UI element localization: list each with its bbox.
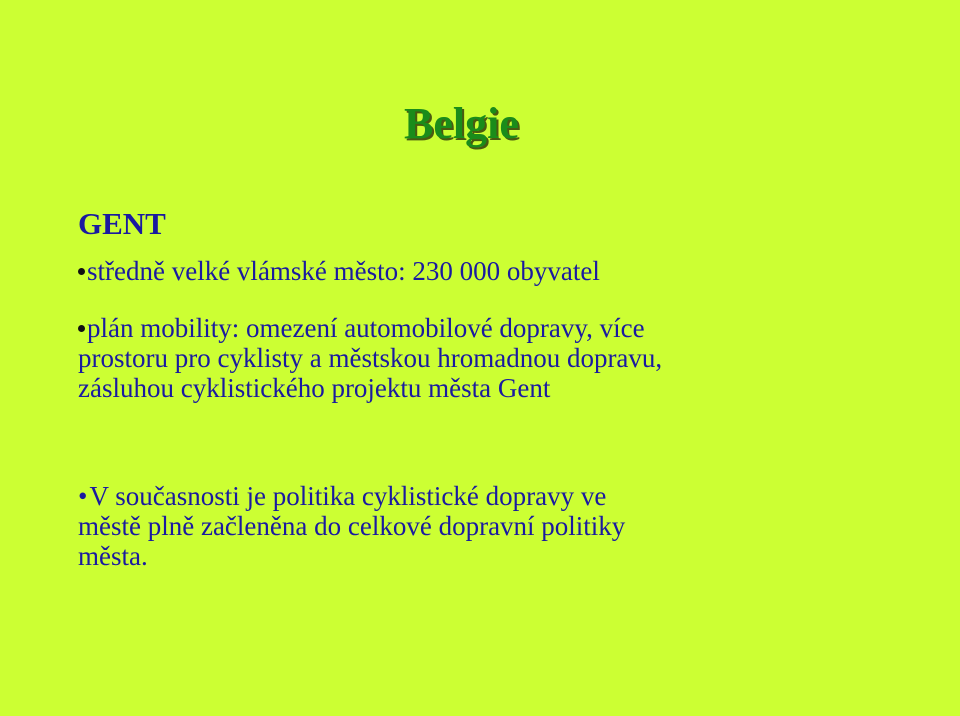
paragraph-line: městě plně začleněna do celkové dopravní politiky bbox=[78, 511, 626, 541]
paragraph-line: prostoru pro cyklisty a městskou hromadnou dopravu, bbox=[78, 343, 663, 373]
slide-title: Belgie bbox=[404, 99, 519, 148]
paragraph-text: V současnosti je politika cyklistické dopravy ve bbox=[89, 481, 607, 511]
paragraph-line bbox=[78, 256, 600, 286]
paragraph-line: zásluhou cyklistického projektu města Gent bbox=[78, 373, 551, 403]
bullet-icon bbox=[78, 268, 85, 275]
paragraph-line bbox=[78, 481, 625, 511]
bullet-icon bbox=[78, 325, 85, 332]
paragraph-population bbox=[78, 256, 600, 286]
paragraph-line: města. bbox=[78, 541, 148, 571]
paragraph-text: středně velké vlámské město: 230 000 obyvatel bbox=[87, 256, 600, 286]
section-heading: GENT bbox=[78, 206, 166, 241]
paragraph-mobility-plan bbox=[78, 313, 662, 403]
paragraph-line bbox=[78, 313, 662, 343]
bullet-icon: • bbox=[78, 481, 88, 511]
paragraph-policy bbox=[78, 481, 625, 571]
paragraph-text: plán mobility: omezení automobilové dopravy, více bbox=[87, 313, 645, 343]
